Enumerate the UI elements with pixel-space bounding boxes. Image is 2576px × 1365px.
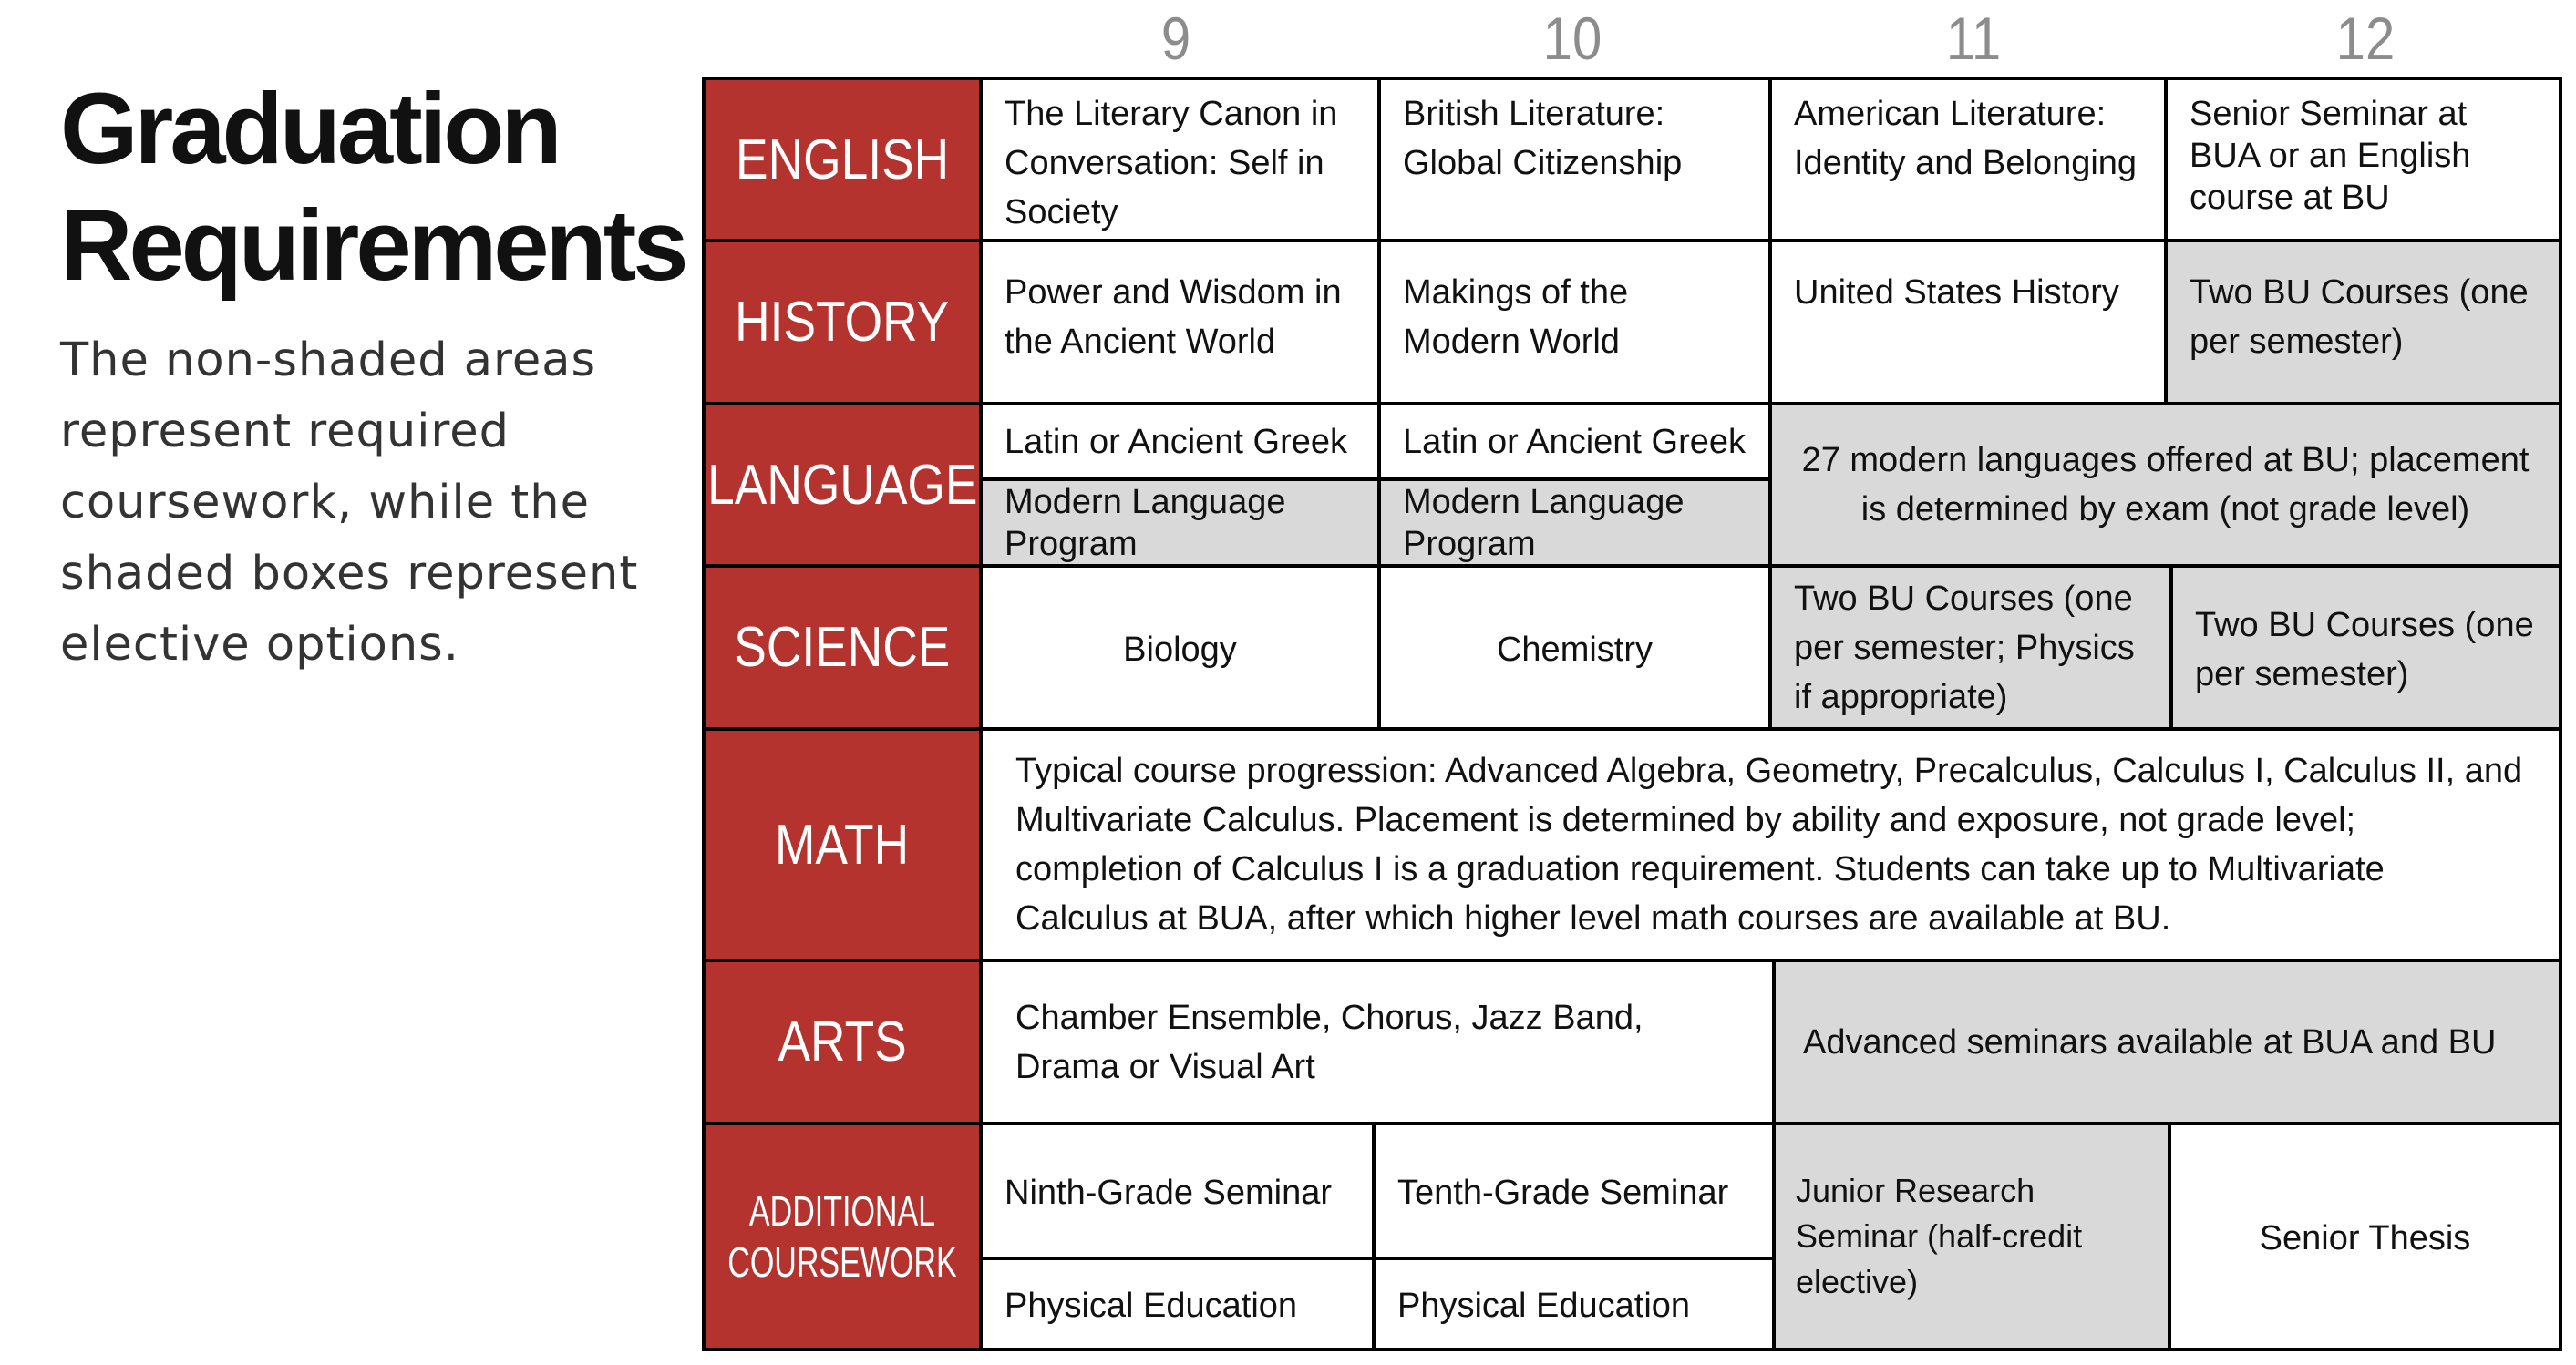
grade-12-header: 12 — [2335, 5, 2396, 72]
english-grade-12: Senior Seminar at BUA or an English course at BU — [2168, 80, 2559, 239]
english-grade-9: The Literary Canon in Conversation: Self in Society — [983, 80, 1377, 239]
history-grade-9: Power and Wisdom in the Ancient World — [983, 242, 1377, 402]
language-grade-9-required: Latin or Ancient Greek — [983, 405, 1377, 477]
requirements-table — [702, 77, 2562, 1351]
additional-grade-11: Junior Research Seminar (half-credit elective) — [1776, 1125, 2168, 1348]
science-grade-9: Biology — [983, 568, 1377, 727]
english-grade-10: British Literature: Global Citizenship — [1381, 80, 1768, 239]
subject-english: ENGLISH — [706, 80, 979, 239]
page-title — [60, 71, 685, 304]
subject-math: MATH — [706, 731, 979, 959]
subject-arts: ARTS — [706, 962, 979, 1122]
arts-grade-11-12: Advanced seminars available at BUA and BU — [1776, 962, 2559, 1122]
history-grade-10: Makings of the Modern World — [1381, 242, 1768, 402]
grade-11-header: 11 — [1945, 5, 2002, 72]
additional-grade-9-seminar: Ninth-Grade Seminar — [983, 1125, 1372, 1257]
title-line-1: Graduation — [60, 73, 559, 185]
english-grade-11: American Literature: Identity and Belonging — [1772, 80, 2164, 239]
language-grade-11-12: 27 modern languages offered at BU; placement is determined by exam (not grade level) — [1772, 405, 2559, 564]
additional-grade-10-seminar: Tenth-Grade Seminar — [1376, 1125, 1772, 1257]
additional-grade-12: Senior Thesis — [2171, 1125, 2559, 1348]
arts-grade-9-10: Chamber Ensemble, Chorus, Jazz Band, Drama or Visual Art — [983, 962, 1772, 1122]
title-line-2: Requirements — [60, 190, 685, 302]
language-grade-9-elective: Modern Language Program — [983, 481, 1377, 564]
language-grade-10-elective: Modern Language Program — [1381, 481, 1768, 564]
subject-language: LANGUAGE — [706, 405, 979, 564]
additional-grade-9-pe: Physical Education — [983, 1260, 1372, 1348]
grade-10-header: 10 — [1542, 5, 1602, 72]
subject-history: HISTORY — [706, 242, 979, 402]
grade-9-header: 9 — [1160, 5, 1191, 72]
history-grade-11: United States History — [1772, 242, 2164, 402]
science-grade-10: Chemistry — [1381, 568, 1768, 727]
science-grade-12: Two BU Courses (one per semester) — [2173, 568, 2559, 727]
math-all-grades: Typical course progression: Advanced Algebra, Geometry, Precalculus, Calculus I, Calculus II, and Multivariate Calculus. Placement is determined by ability and exposure, not grade level; completion of Calculus I is a graduation requirement. Students can take up to Multivariate Calculus at BUA, after which higher level math courses are available at BU. — [983, 731, 2559, 959]
description-text: The non-shaded areas represent required coursework, while the shaded boxes represent elective options. — [60, 334, 639, 672]
history-grade-12: Two BU Courses (one per semester) — [2168, 242, 2559, 402]
subject-additional-coursework: ADDITIONAL COURSEWORK — [706, 1125, 979, 1348]
science-grade-11: Two BU Courses (one per semester; Physics if appropriate) — [1772, 568, 2169, 727]
language-grade-10-required: Latin or Ancient Greek — [1381, 405, 1768, 477]
subject-science: SCIENCE — [706, 568, 979, 727]
additional-grade-10-pe: Physical Education — [1376, 1260, 1772, 1348]
